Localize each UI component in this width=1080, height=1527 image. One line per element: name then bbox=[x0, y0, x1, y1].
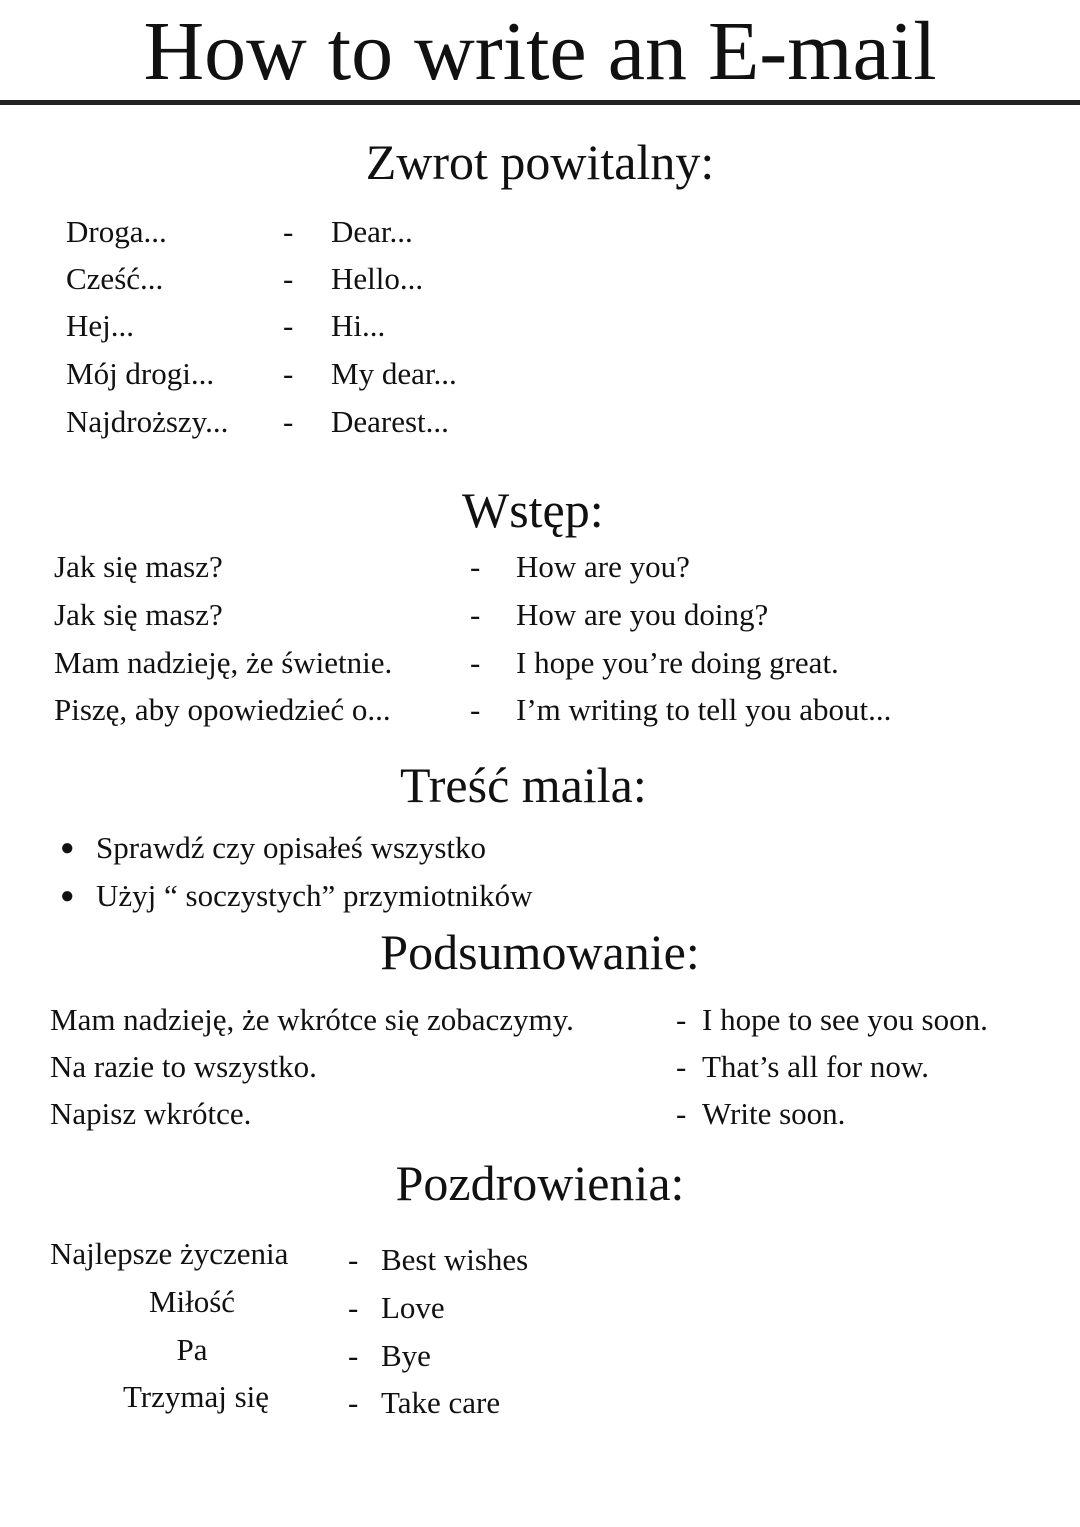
separator-dash: - bbox=[348, 1242, 359, 1277]
separator-dash: - bbox=[283, 308, 294, 343]
section-heading-closings: Pozdrowienia: bbox=[395, 1155, 685, 1211]
greeting-pl-3: Hej... bbox=[66, 308, 135, 343]
greeting-en-5: Dearest... bbox=[331, 404, 449, 439]
closing-en-4: Take care bbox=[381, 1385, 501, 1420]
greeting-en-4: My dear... bbox=[331, 356, 457, 391]
bullet-icon: ● bbox=[60, 835, 75, 861]
separator-dash: - bbox=[348, 1385, 359, 1420]
intro-pl-2: Jak się masz? bbox=[54, 597, 223, 632]
separator-dash: - bbox=[676, 1049, 687, 1084]
separator-dash: - bbox=[283, 261, 294, 296]
summary-pl-1: Mam nadzieję, że wkrótce się zobaczymy. bbox=[50, 1002, 574, 1037]
summary-en-1: I hope to see you soon. bbox=[702, 1002, 988, 1037]
separator-dash: - bbox=[676, 1002, 687, 1037]
summary-en-3: Write soon. bbox=[702, 1096, 846, 1131]
separator-dash: - bbox=[283, 404, 294, 439]
intro-en-3: I hope you’re doing great. bbox=[516, 645, 839, 680]
separator-dash: - bbox=[283, 356, 294, 391]
intro-pl-3: Mam nadzieję, że świetnie. bbox=[54, 645, 393, 680]
page-title: How to write an E-mail bbox=[143, 5, 937, 98]
section-heading-greetings: Zwrot powitalny: bbox=[365, 134, 715, 190]
section-heading-summary: Podsumowanie: bbox=[380, 924, 700, 980]
closing-en-1: Best wishes bbox=[381, 1242, 529, 1277]
greeting-en-3: Hi... bbox=[331, 308, 386, 343]
separator-dash: - bbox=[470, 549, 481, 584]
body-bullet-1: Sprawdź czy opisałeś wszystko bbox=[96, 830, 486, 865]
separator-dash: - bbox=[283, 214, 294, 249]
greeting-pl-2: Cześć... bbox=[66, 261, 164, 296]
greeting-en-1: Dear... bbox=[331, 214, 413, 249]
closing-pl-2: Miłość bbox=[148, 1284, 236, 1319]
closing-pl-4: Trzymaj się bbox=[122, 1379, 270, 1414]
separator-dash: - bbox=[470, 645, 481, 680]
intro-en-2: How are you doing? bbox=[516, 597, 769, 632]
summary-pl-3: Napisz wkrótce. bbox=[50, 1096, 252, 1131]
intro-en-4: I’m writing to tell you about... bbox=[516, 692, 892, 727]
greeting-pl-4: Mój drogi... bbox=[66, 356, 215, 391]
intro-pl-4: Piszę, aby opowiedzieć o... bbox=[54, 692, 391, 727]
separator-dash: - bbox=[470, 692, 481, 727]
section-heading-intro: Wstęp: bbox=[462, 482, 604, 538]
separator-dash: - bbox=[676, 1096, 687, 1131]
separator-dash: - bbox=[470, 597, 481, 632]
intro-en-1: How are you? bbox=[516, 549, 690, 584]
summary-en-2: That’s all for now. bbox=[702, 1049, 929, 1084]
section-heading-body: Treść maila: bbox=[400, 757, 647, 813]
greeting-en-2: Hello... bbox=[331, 261, 424, 296]
summary-pl-2: Na razie to wszystko. bbox=[50, 1049, 317, 1084]
title-divider bbox=[0, 100, 1080, 105]
closing-pl-3: Pa bbox=[176, 1332, 208, 1367]
greeting-pl-1: Droga... bbox=[66, 214, 167, 249]
separator-dash: - bbox=[348, 1338, 359, 1373]
separator-dash: - bbox=[348, 1290, 359, 1325]
intro-pl-1: Jak się masz? bbox=[54, 549, 223, 584]
body-bullet-2: Użyj “ soczystych” przymiotników bbox=[96, 878, 533, 913]
greeting-pl-5: Najdroższy... bbox=[66, 404, 229, 439]
closing-en-2: Love bbox=[381, 1290, 445, 1325]
closing-pl-1: Najlepsze życzenia bbox=[50, 1236, 289, 1271]
bullet-icon: ● bbox=[60, 883, 75, 909]
closing-en-3: Bye bbox=[381, 1338, 431, 1373]
